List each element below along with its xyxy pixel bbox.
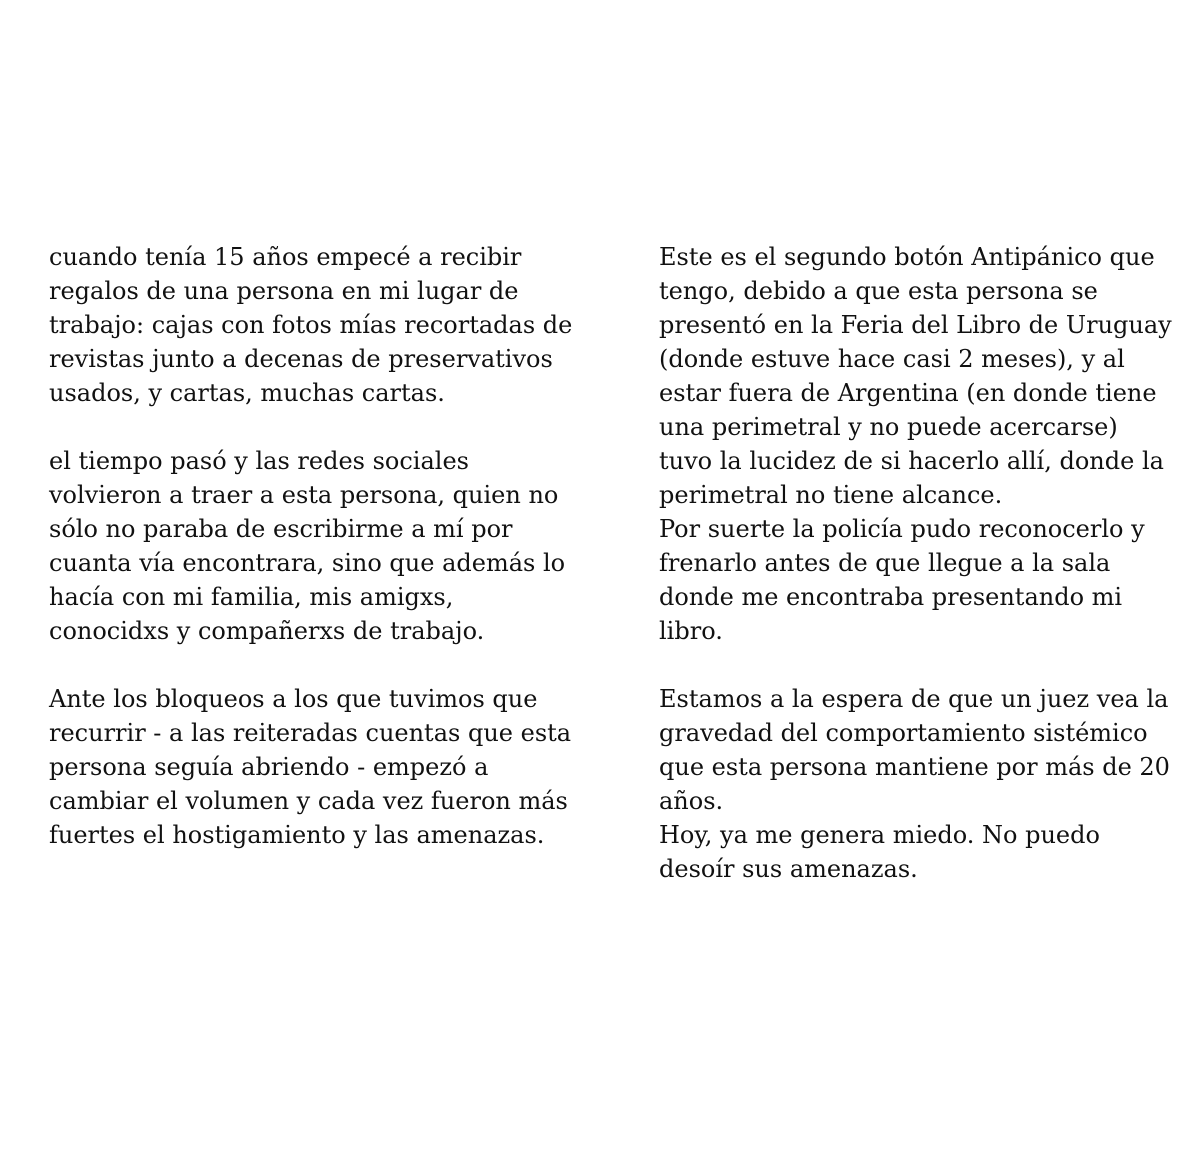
text-line: desoír sus amenazas. [659,855,918,883]
text-line: persona seguía abriendo - empezó a [49,753,489,781]
text-line: trabajo: cajas con fotos mías recortadas de [49,311,573,339]
paragraph-spacer [659,648,1199,682]
paragraph-stalker-gifts [49,240,609,410]
left-column [49,240,609,852]
text-line: fuertes el hostigamiento y las amenazas. [49,821,545,849]
text-line: Por suerte la policía pudo reconocerlo y [659,515,1145,543]
text-line: que esta persona mantiene por más de 20 [659,753,1170,781]
text-line: Este es el segundo botón Antipánico que [659,243,1155,271]
text-line: cuando tenía 15 años empecé a recibir [49,243,522,271]
text-line: gravedad del comportamiento sistémico [659,719,1148,747]
text-line: revistas junto a decenas de preservativos [49,345,553,373]
text-line: volvieron a traer a esta persona, quien no [49,481,559,509]
paragraph-blocks-and-threats [49,682,609,852]
paragraph-waiting-judge [659,682,1199,886]
text-line: años. [659,787,724,815]
right-column [659,240,1199,886]
text-line: estar fuera de Argentina (en donde tiene [659,379,1157,407]
text-line: el tiempo pasó y las redes sociales [49,447,469,475]
text-line: perimetral no tiene alcance. [659,481,1003,509]
text-line: libro. [659,617,723,645]
text-line: recurrir - a las reiteradas cuentas que esta [49,719,572,747]
paragraph-panic-button [659,240,1199,648]
text-line: Ante los bloqueos a los que tuvimos que [49,685,538,713]
text-line: cuanta vía encontrara, sino que además lo [49,549,566,577]
text-line: donde me encontraba presentando mi [659,583,1123,611]
text-line: usados, y cartas, muchas cartas. [49,379,445,407]
text-line: una perimetral y no puede acercarse) [659,413,1118,441]
text-line: conocidxs y compañerxs de trabajo. [49,617,485,645]
text-line: Estamos a la espera de que un juez vea la [659,685,1169,713]
text-line: tuvo la lucidez de si hacerlo allí, donde la [659,447,1164,475]
text-line: frenarlo antes de que llegue a la sala [659,549,1111,577]
text-line: tengo, debido a que esta persona se [659,277,1098,305]
text-line: (donde estuve hace casi 2 meses), y al [659,345,1125,373]
text-line: cambiar el volumen y cada vez fueron más [49,787,568,815]
text-line: Hoy, ya me genera miedo. No puedo [659,821,1100,849]
text-line: presentó en la Feria del Libro de Uruguay [659,311,1172,339]
paragraph-spacer [49,648,609,682]
text-line: hacía con mi familia, mis amigxs, [49,583,454,611]
text-line: sólo no paraba de escribirme a mí por [49,515,513,543]
paragraph-social-networks [49,444,609,648]
text-line: regalos de una persona en mi lugar de [49,277,519,305]
paragraph-spacer [49,410,609,444]
